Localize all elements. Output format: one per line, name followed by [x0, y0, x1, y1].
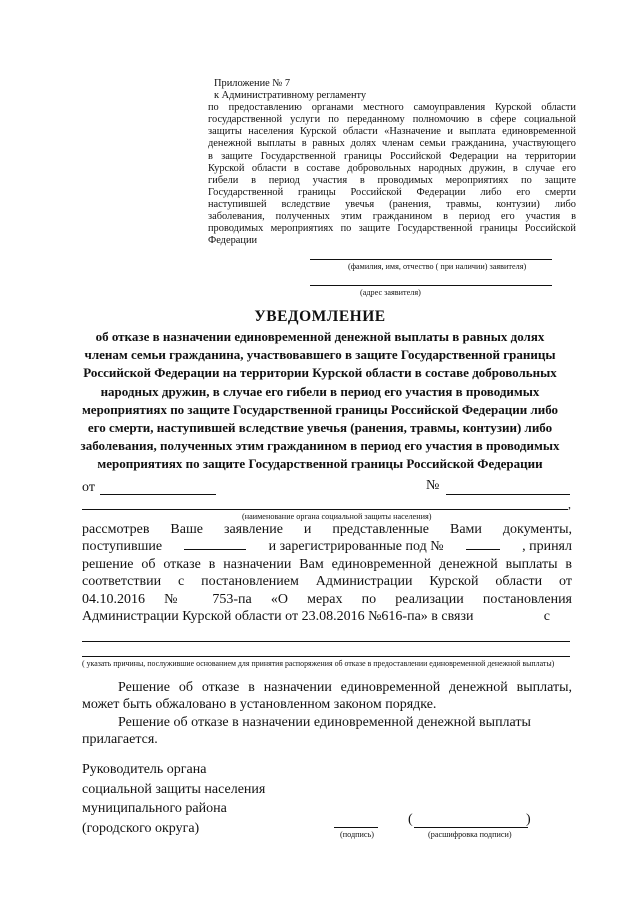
annex-line: наступившей вследствие увечья (ранения, травмы, контузии) либо — [208, 198, 576, 210]
signature-caption: (подпись) — [340, 830, 374, 839]
from-date-line[interactable] — [100, 494, 216, 495]
reason-caption: ( указать причины, послужившие основанием для принятия распоряжения об отказе в предоставлении единовременной денежной выплаты) — [82, 659, 555, 668]
decoding-open-paren: ( — [408, 812, 413, 827]
applicant-address-caption: (адрес заявителя) — [360, 288, 421, 297]
attached-line: Решение об отказе в назначении единовременной денежной выплаты — [118, 715, 531, 730]
body-line: соответствии с постановлением Администрации Курской области от — [82, 574, 572, 590]
reason-line-2[interactable] — [82, 656, 570, 657]
body-line: решение об отказе в назначении Вам единовременной денежной выплаты в — [82, 556, 572, 572]
annex-line: денежной выплаты в равных долях членам семьи гражданина, участвующего — [208, 138, 576, 150]
decoding-line[interactable] — [414, 827, 528, 828]
signatory-line: Руководитель органа — [82, 762, 207, 777]
registration-number-blank[interactable] — [466, 538, 500, 550]
annex-block — [208, 78, 576, 247]
appeal-line: может быть обжаловано в установленном законом порядке. — [82, 697, 437, 713]
decoding-caption: (расшифровка подписи) — [428, 830, 512, 839]
applicant-name-caption: (фамилия, имя, отчество ( при наличии) заявителя) — [348, 262, 527, 271]
annex-line: Курской области в составе добровольных народных дружин, в случае его — [208, 162, 576, 174]
body-line: рассмотрев Ваше заявление и представленные Вами документы, — [82, 522, 572, 537]
organization-comma: , — [568, 497, 571, 511]
from-label: от — [82, 480, 95, 495]
annex-line: заболевания, полученных этим гражданином в период его участия в — [208, 211, 576, 223]
applicant-name-line[interactable] — [310, 259, 552, 260]
subtitle-line: мероприятиях по защите Государственной границы Российской Федерации либо — [81, 401, 559, 417]
annex-line: проводимых мероприятиях по защите Государственной границы Российской — [208, 223, 576, 235]
annex-line: государственной услуги по переданному полномочию в сфере социальной — [208, 114, 576, 126]
signature-line[interactable] — [334, 827, 378, 828]
number-line[interactable] — [446, 494, 570, 495]
accepted-label: , принял — [522, 539, 572, 555]
appeal-paragraph — [82, 679, 572, 714]
body-line: Администрации Курской области от 23.08.2016 №616-па» в связи — [82, 609, 474, 625]
attached-paragraph — [82, 714, 572, 749]
subtitle-line: его смерти, наступившей вследствие увечья (ранения, травмы, контузии) либо — [87, 420, 553, 436]
body-line: 04.10.2016 № 753-па «О мерах по реализации постановления — [82, 591, 572, 607]
subtitle-line: народных дружин, в случае его гибели в период его участия в проводимых — [100, 383, 540, 399]
annex-line: по предоставлению органами местного самоуправления Курской области — [208, 102, 576, 114]
body-line-received — [82, 538, 572, 555]
decoding-close-paren: ) — [526, 812, 531, 827]
annex-number: Приложение № 7 — [214, 78, 291, 89]
subtitle-line: заболевания, полученных этим гражданином в период его участия в проводимых — [80, 438, 560, 454]
organization-caption: (наименование органа социальной защиты населения) — [242, 512, 432, 521]
annex-line: Государственной границы Российской Федерации либо его смерти — [208, 186, 576, 198]
annex-line: защиты населения Курской области «Назначение и выплата единовременной — [208, 126, 576, 138]
attached-line: прилагается. — [82, 732, 158, 748]
subtitle-line: Российской Федерации на территории Курской области в составе добровольных — [83, 365, 557, 381]
registered-label: и зарегистрированные под № — [268, 539, 444, 555]
decision-body — [82, 521, 572, 625]
subtitle-line: мероприятиях по защите Государственной границы Российской Федерации — [97, 456, 543, 472]
annex-line: Федерации — [208, 235, 258, 247]
notice-title: УВЕДОМЛЕНИЕ — [254, 308, 386, 325]
subtitle-line: членам семьи гражданина, участвовавшего в защите Государственной границы — [84, 347, 556, 363]
number-label: № — [426, 478, 440, 493]
appeal-line: Решение об отказе в назначении единовременной денежной выплаты, — [118, 680, 572, 695]
body-line: с — [543, 609, 550, 625]
body-line-reason — [82, 608, 572, 625]
received-label: поступившие — [82, 539, 163, 555]
notice-subtitle — [66, 328, 574, 474]
annex-line: в защите Государственной границы Российской Федерации на территории — [208, 150, 576, 162]
annex-line: гибели в период участия в проводимых мероприятиях по защите — [208, 174, 576, 186]
annex-regulation: к Административному регламенту — [214, 90, 367, 102]
signatory-block — [82, 760, 265, 838]
signatory-line: муниципального района — [82, 801, 227, 816]
applicant-address-line[interactable] — [310, 285, 552, 286]
signatory-line: (городского округа) — [82, 820, 200, 836]
organization-line[interactable] — [82, 509, 568, 510]
signatory-line: социальной защиты населения — [82, 781, 266, 797]
reason-line-1[interactable] — [82, 641, 570, 642]
received-date-blank[interactable] — [184, 538, 246, 550]
subtitle-line: об отказе в назначении единовременной денежной выплаты в равных долях — [95, 329, 545, 344]
